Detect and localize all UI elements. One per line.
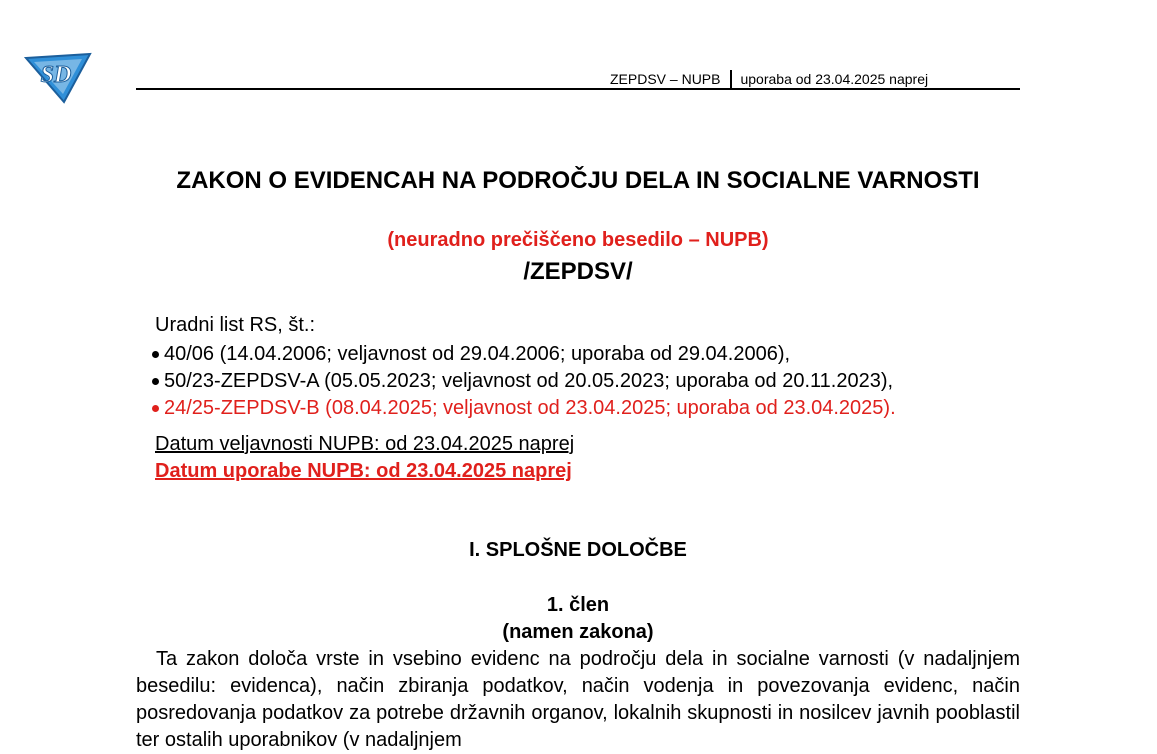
bullet-icon [152,405,159,412]
institution-logo [22,48,96,104]
bullet-icon [152,351,159,358]
gazette-list [152,341,896,422]
usage-date: Datum uporabe NUPB: od 23.04.2025 naprej [155,460,572,482]
bullet-icon [152,378,159,385]
gazette-item [152,395,896,422]
header-rule [136,88,1020,90]
law-abbreviation: /ZEPDSV/ [523,258,633,285]
gazette-item-text: 50/23-ZEPDSV-A (05.05.2023; veljavnost od 20.05.2023; uporaba od 20.11.2023), [164,370,894,392]
article-number: 1. člen [546,594,610,616]
law-title: ZAKON O EVIDENCAH NA PODROČJU DELA IN SOCIALNE VARNOSTI [176,167,980,194]
header-separator [730,70,732,88]
gazette-heading: Uradni list RS, št.: [155,314,316,336]
logo-text: SD [40,62,72,88]
gazette-item [152,341,896,368]
gazette-item-text: 40/06 (14.04.2006; veljavnost od 29.04.2006; uporaba od 29.04.2006), [164,343,791,365]
law-subtitle: (neuradno prečiščeno besedilo – NUPB) [387,229,769,251]
header-usage: uporaba od 23.04.2025 naprej [740,71,929,87]
gazette-item-text: 24/25-ZEPDSV-B (08.04.2025; veljavnost od 23.04.2025; uporaba od 23.04.2025). [164,397,896,419]
section-title: I. SPLOŠNE DOLOČBE [469,539,687,561]
article-heading: (namen zakona) [502,621,654,643]
gazette-item [152,368,896,395]
header-abbreviation: ZEPDSV – NUPB [610,71,721,87]
validity-date: Datum veljavnosti NUPB: od 23.04.2025 naprej [155,433,575,455]
article-body: Ta zakon določa vrste in vsebino evidenc na področju dela in socialne varnosti (v nadaljnjem besedilu: evidenca), način zbiranja podatkov, način vodenja in povezovanja evidenc, način posredovanja podatkov za potrebe državnih organov, lokalnih skupnosti in nosilcev javnih pooblastil ter ostalih uporabnikov (v nadaljnjem [136,648,1020,751]
running-header [610,70,928,88]
